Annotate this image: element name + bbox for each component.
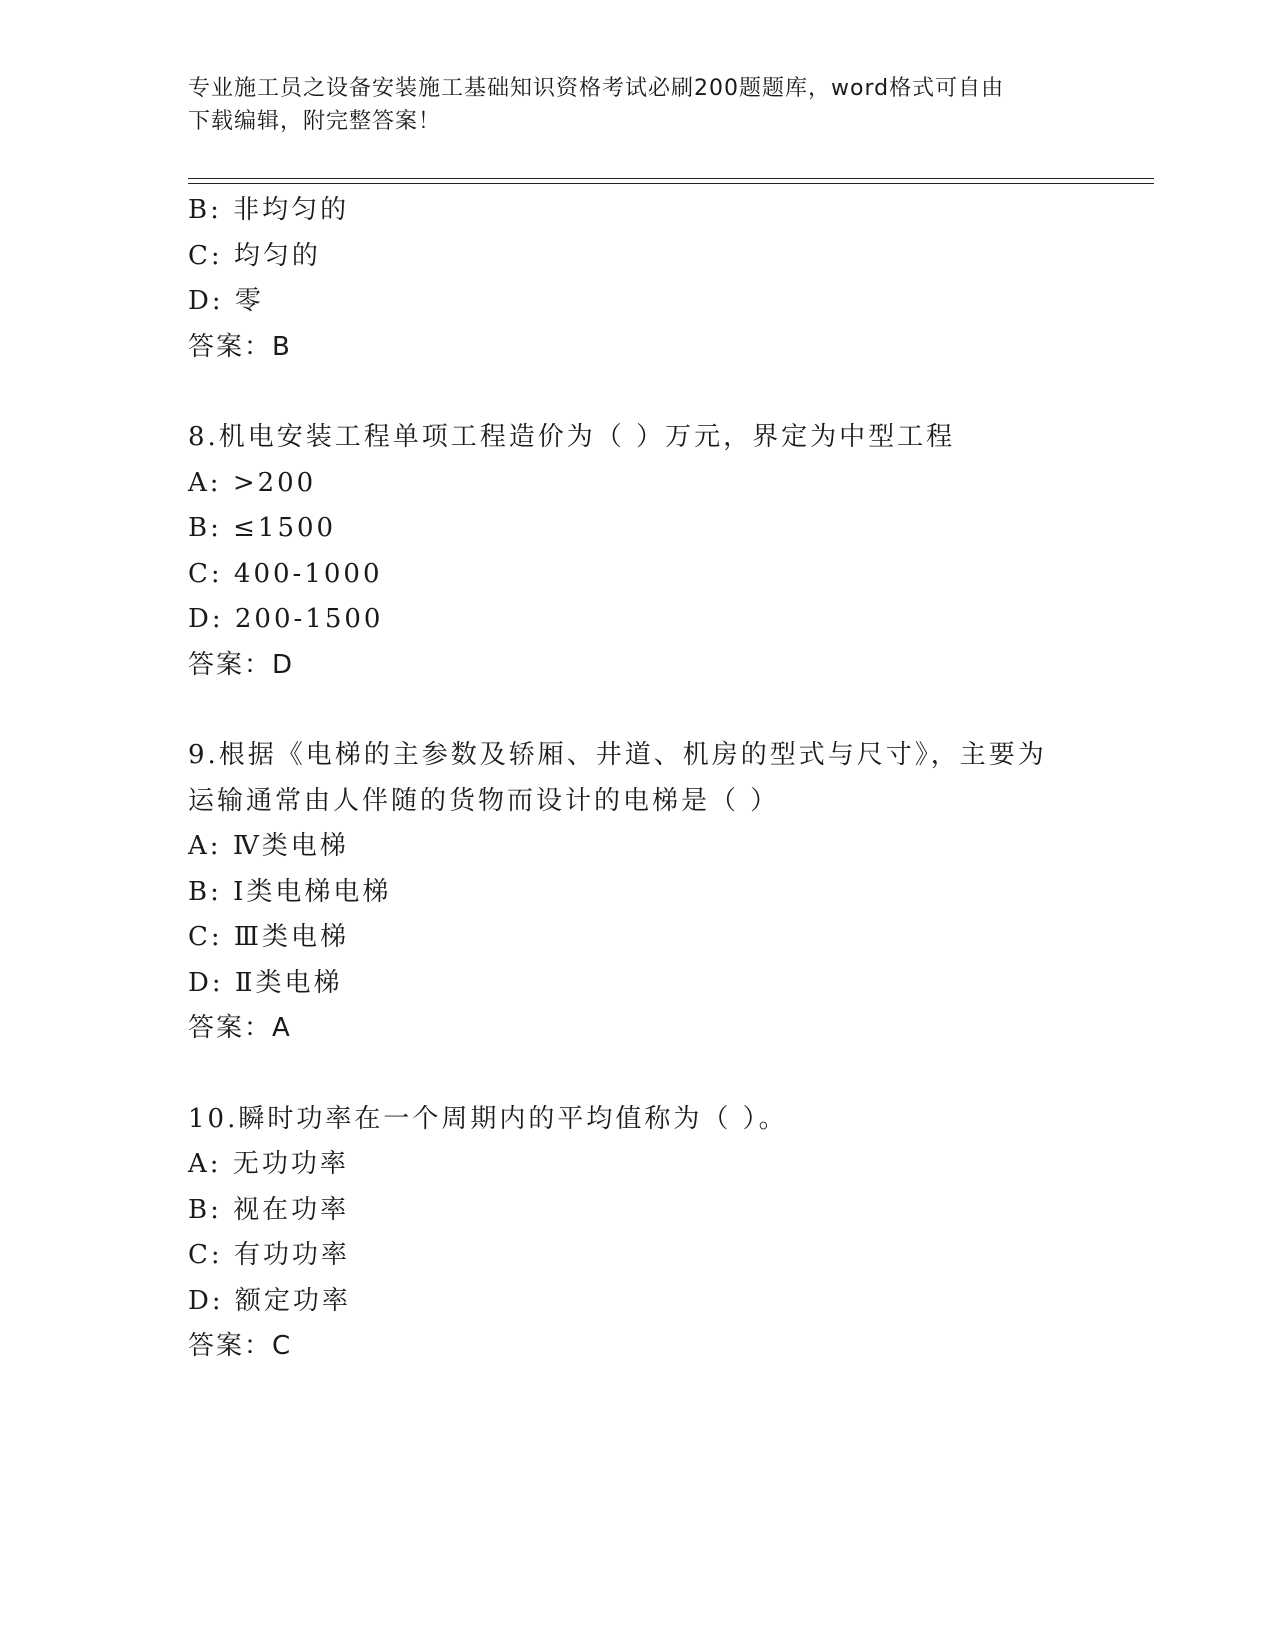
option-c <box>188 915 1148 961</box>
option-letter: B: <box>188 513 222 543</box>
option-text: Ⅱ类电梯 <box>234 967 343 998</box>
option-text: ≤1500 <box>233 513 337 543</box>
option-text: >200 <box>232 467 317 498</box>
option-letter: D: <box>188 967 224 998</box>
option-text: 200-1500 <box>234 604 384 634</box>
option-b <box>188 870 1148 916</box>
answer-line: 答案：C <box>188 1331 293 1361</box>
option-text: Ⅰ类电梯电梯 <box>233 876 392 907</box>
answer-line: 答案：A <box>188 1013 292 1043</box>
option-letter: B: <box>188 1194 222 1225</box>
question-stem-continued: 运输通常由人伴随的货物而设计的电梯是（ ） <box>188 785 780 816</box>
document-header <box>188 72 1068 138</box>
option-letter: D: <box>188 286 224 316</box>
question-stem: 9.根据《电梯的主参数及轿厢、井道、机房的型式与尺寸》，主要为 <box>188 740 1047 770</box>
option-text: 有功功率 <box>233 1240 350 1270</box>
option-text: Ⅳ类电梯 <box>232 831 349 861</box>
option-b <box>188 506 1148 552</box>
question-9 <box>188 733 1148 1052</box>
option-letter: C: <box>188 240 223 271</box>
option-letter: D: <box>188 604 224 634</box>
option-text: 400-1000 <box>233 558 383 589</box>
option-c <box>188 234 1148 280</box>
question-8 <box>188 415 1148 688</box>
option-d <box>188 279 1148 325</box>
option-letter: C: <box>188 1240 223 1270</box>
option-d <box>188 1279 1148 1325</box>
option-letter: D: <box>188 1285 224 1316</box>
answer-line: 答案：D <box>188 649 295 680</box>
question-10 <box>188 1097 1148 1370</box>
option-b <box>188 1188 1148 1234</box>
option-d <box>188 597 1148 643</box>
option-c <box>188 1233 1148 1279</box>
question-spacer <box>188 1052 1148 1097</box>
question-spacer <box>188 370 1148 415</box>
option-text: 均匀的 <box>233 240 321 271</box>
header-line-2: 下载编辑，附完整答案！ <box>188 109 442 134</box>
option-letter: A: <box>188 1149 222 1179</box>
option-letter: C: <box>188 922 223 952</box>
option-letter: A: <box>188 831 222 861</box>
option-a <box>188 1142 1148 1188</box>
answer-line: 答案：B <box>188 331 292 362</box>
option-text: 无功功率 <box>232 1149 349 1179</box>
option-letter: A: <box>188 467 222 498</box>
option-d <box>188 961 1148 1007</box>
option-text: 非均匀的 <box>233 195 350 225</box>
question-list <box>188 188 1148 1370</box>
question-fragment <box>188 188 1148 370</box>
header-line-1: 专业施工员之设备安装施工基础知识资格考试必刷200题题库，word格式可自由 <box>188 76 1005 101</box>
question-stem: 10.瞬时功率在一个周期内的平均值称为（ ）。 <box>188 1103 788 1134</box>
option-letter: C: <box>188 558 223 589</box>
question-stem: 8.机电安装工程单项工程造价为（ ）万元，界定为中型工程 <box>188 422 956 452</box>
header-divider-top <box>188 178 1154 179</box>
header-divider-bottom <box>188 183 1154 184</box>
option-text: Ⅲ类电梯 <box>233 922 349 952</box>
question-spacer <box>188 688 1148 733</box>
option-a <box>188 824 1148 870</box>
option-c <box>188 552 1148 598</box>
option-letter: B: <box>188 195 222 225</box>
option-letter: B: <box>188 876 222 907</box>
option-text: 零 <box>234 286 264 316</box>
option-text: 视在功率 <box>233 1194 350 1225</box>
option-b <box>188 188 1148 234</box>
option-a <box>188 461 1148 507</box>
option-text: 额定功率 <box>234 1285 351 1316</box>
